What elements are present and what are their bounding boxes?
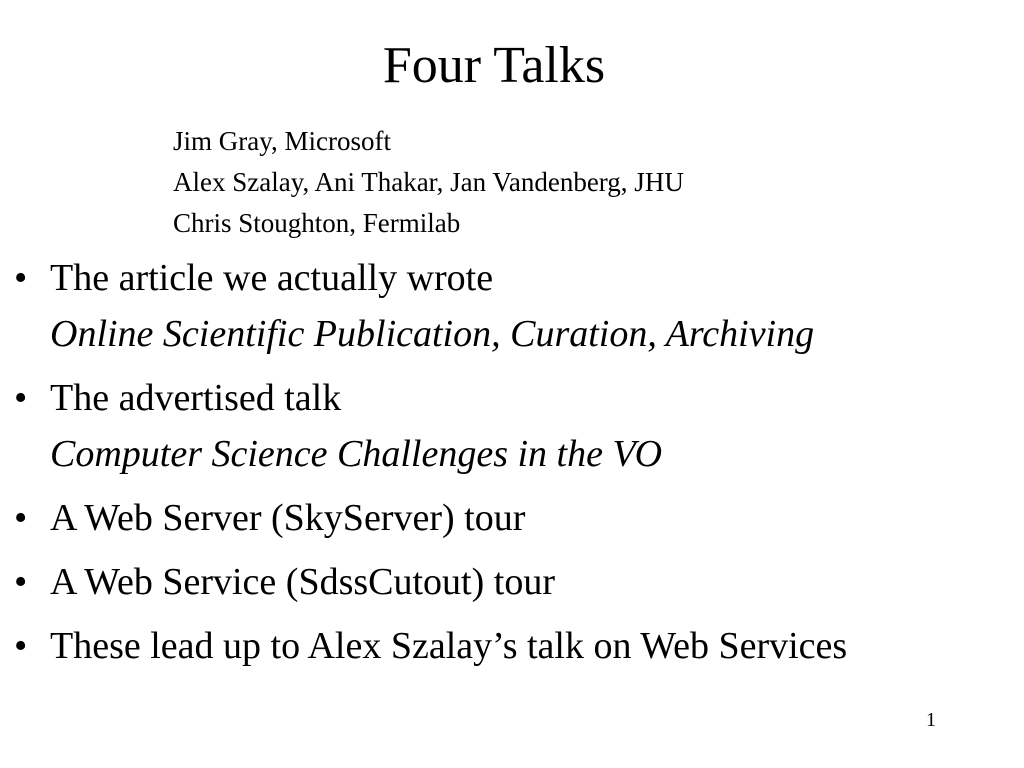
bullet-item (0, 250, 1024, 362)
bullet-text: These lead up to Alex Szalay’s talk on Web Services (50, 625, 848, 667)
bullet-icon: • (14, 561, 28, 603)
bullet-item (0, 370, 1024, 482)
bullet-subtitle: Online Scientific Publication, Curation, Archiving (50, 313, 815, 355)
bullet-icon: • (14, 497, 28, 539)
author-line: Jim Gray, Microsoft (173, 126, 391, 156)
author-list (173, 121, 684, 244)
bullet-text: A Web Service (SdssCutout) tour (50, 561, 555, 603)
bullet-icon: • (14, 377, 28, 419)
page-number: 1 (926, 709, 936, 731)
bullet-item (0, 490, 1024, 546)
bullet-text: A Web Server (SkyServer) tour (50, 497, 526, 539)
author-line: Alex Szalay, Ani Thakar, Jan Vandenberg, JHU (173, 167, 684, 197)
slide-title: Four Talks (382, 37, 606, 94)
bullet-list (0, 250, 1024, 682)
bullet-subtitle: Computer Science Challenges in the VO (50, 433, 663, 475)
bullet-item (0, 618, 1024, 674)
bullet-text: The advertised talk (50, 377, 342, 419)
bullet-item (0, 554, 1024, 610)
bullet-icon: • (14, 257, 28, 299)
author-line: Chris Stoughton, Fermilab (173, 208, 461, 238)
bullet-text: The article we actually wrote (50, 257, 494, 299)
bullet-icon: • (14, 625, 28, 667)
